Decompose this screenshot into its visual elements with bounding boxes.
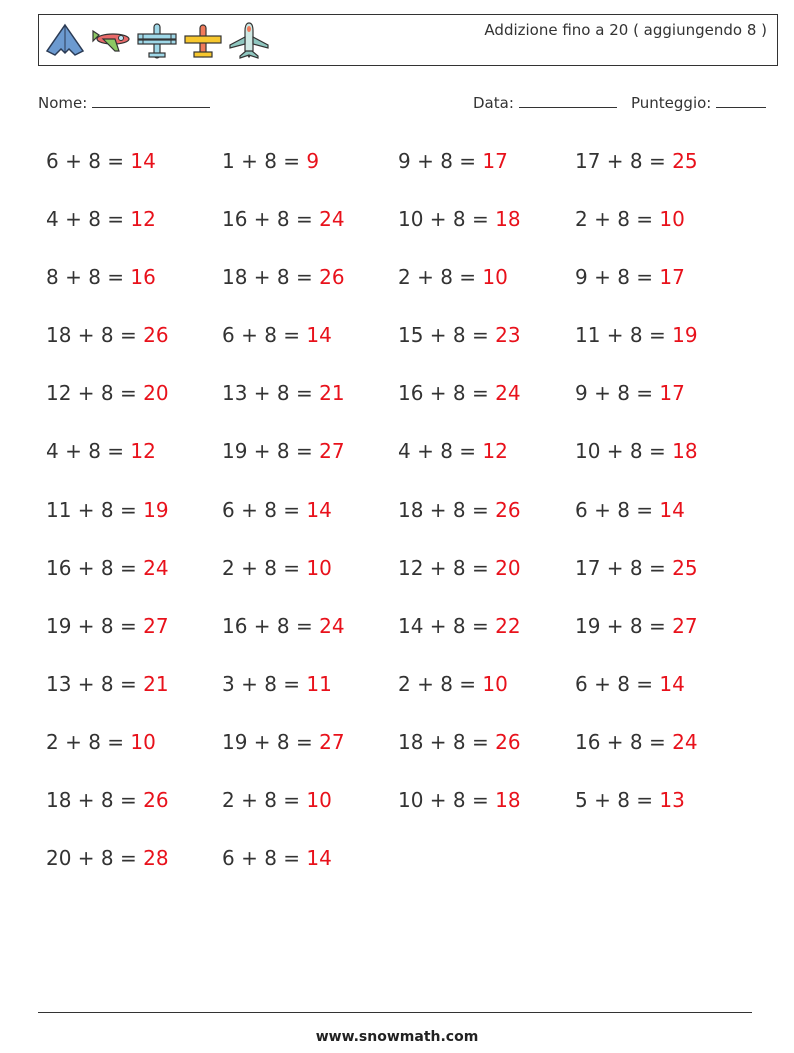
problem-question: 3 + 8 = <box>222 671 307 696</box>
problem-item <box>222 549 398 607</box>
problem-question: 20 + 8 = <box>46 846 144 871</box>
worksheet-title: Addizione fino a 20 ( aggiungendo 8 ) <box>484 21 767 39</box>
problem-item <box>398 316 575 374</box>
problem-item <box>222 432 398 490</box>
problem-question: 11 + 8 = <box>575 323 673 348</box>
problem-answer: 10 <box>306 788 332 813</box>
problem-item <box>46 781 222 839</box>
problem-item <box>398 781 575 839</box>
problem-answer: 24 <box>495 381 521 406</box>
problem-answer: 21 <box>319 381 345 406</box>
problem-item <box>575 491 745 549</box>
problem-item <box>222 142 398 200</box>
problem-answer: 10 <box>482 265 508 290</box>
problem-question: 17 + 8 = <box>575 149 673 173</box>
problem-item <box>222 374 398 432</box>
problem-answer: 26 <box>143 788 169 813</box>
problem-question: 10 + 8 = <box>398 788 496 813</box>
problem-answer: 10 <box>306 555 332 580</box>
problem-answer: 17 <box>659 381 685 406</box>
problem-item <box>46 549 222 607</box>
problem-answer: 23 <box>495 323 521 348</box>
problem-answer: 25 <box>672 149 698 173</box>
problem-answer: 10 <box>130 729 156 754</box>
date-field <box>473 93 617 112</box>
problem-item <box>46 258 222 316</box>
problem-question: 2 + 8 = <box>46 729 131 754</box>
problem-item <box>398 432 575 490</box>
problem-item <box>398 258 575 316</box>
problem-question: 10 + 8 = <box>575 439 673 464</box>
problem-answer: 20 <box>143 381 169 406</box>
problem-grid <box>46 142 746 897</box>
problem-item <box>575 607 745 665</box>
jet-plane-icon <box>227 21 271 61</box>
problem-item <box>222 258 398 316</box>
problem-item <box>222 200 398 258</box>
problem-answer: 28 <box>143 846 169 871</box>
problem-question: 6 + 8 = <box>222 497 307 522</box>
problem-answer: 18 <box>672 439 698 464</box>
problem-answer: 26 <box>495 497 521 522</box>
problem-question: 9 + 8 = <box>575 381 660 406</box>
problem-answer: 14 <box>306 497 332 522</box>
problem-question: 6 + 8 = <box>575 497 660 522</box>
problem-question: 11 + 8 = <box>46 497 144 522</box>
problem-item <box>575 142 745 200</box>
yellow-plane-icon <box>181 21 225 61</box>
problem-answer: 13 <box>659 788 685 813</box>
problem-answer: 25 <box>672 555 698 580</box>
problem-answer: 26 <box>143 323 169 348</box>
problem-answer: 17 <box>659 265 685 290</box>
problem-answer: 27 <box>319 729 345 754</box>
problem-item <box>222 607 398 665</box>
problem-item <box>222 839 398 897</box>
problem-question: 9 + 8 = <box>398 149 483 173</box>
problem-question: 18 + 8 = <box>398 729 496 754</box>
problem-question: 19 + 8 = <box>46 613 144 638</box>
footer-url: www.snowmath.com <box>315 1029 479 1045</box>
problem-question: 19 + 8 = <box>222 439 320 464</box>
date-blank <box>519 93 617 108</box>
problem-item <box>398 374 575 432</box>
problem-item <box>575 665 745 723</box>
problem-answer: 18 <box>495 207 521 232</box>
problem-item <box>222 316 398 374</box>
problem-question: 17 + 8 = <box>575 555 673 580</box>
problem-question: 18 + 8 = <box>398 497 496 522</box>
problem-question: 5 + 8 = <box>575 788 660 813</box>
score-label: Punteggio: <box>631 94 712 112</box>
problem-item <box>398 607 575 665</box>
problem-answer: 20 <box>495 555 521 580</box>
biplane-icon <box>135 21 179 61</box>
problem-item <box>398 142 575 200</box>
problem-item <box>46 665 222 723</box>
problem-question: 13 + 8 = <box>222 381 320 406</box>
name-label: Nome: <box>38 94 88 112</box>
problem-answer: 27 <box>319 439 345 464</box>
problem-answer: 14 <box>306 323 332 348</box>
problem-question: 6 + 8 = <box>575 671 660 696</box>
problem-question: 2 + 8 = <box>222 555 307 580</box>
problem-item <box>575 432 745 490</box>
problem-question: 16 + 8 = <box>222 207 320 232</box>
problem-question: 12 + 8 = <box>398 555 496 580</box>
problem-answer: 24 <box>143 555 169 580</box>
problem-answer: 24 <box>672 729 698 754</box>
problem-question: 18 + 8 = <box>46 788 144 813</box>
problem-answer: 24 <box>319 207 345 232</box>
problem-item <box>398 200 575 258</box>
problem-question: 2 + 8 = <box>575 207 660 232</box>
problem-answer: 14 <box>306 846 332 871</box>
problem-item <box>46 200 222 258</box>
problem-item <box>575 781 745 839</box>
problem-question: 10 + 8 = <box>398 207 496 232</box>
problem-answer: 26 <box>319 265 345 290</box>
problem-question: 18 + 8 = <box>46 323 144 348</box>
problem-answer: 26 <box>495 729 521 754</box>
problem-question: 16 + 8 = <box>46 555 144 580</box>
problem-question: 2 + 8 = <box>398 671 483 696</box>
problem-item <box>46 491 222 549</box>
problem-answer: 10 <box>659 207 685 232</box>
problem-question: 4 + 8 = <box>46 439 131 464</box>
problem-question: 16 + 8 = <box>222 613 320 638</box>
score-field <box>631 93 766 112</box>
plane-icons <box>43 21 271 61</box>
problem-answer: 19 <box>143 497 169 522</box>
problem-question: 19 + 8 = <box>222 729 320 754</box>
worksheet-header <box>38 14 778 66</box>
problem-item <box>575 258 745 316</box>
problem-answer: 12 <box>130 439 156 464</box>
problem-answer: 21 <box>143 671 169 696</box>
problem-item <box>46 839 222 897</box>
score-blank <box>716 93 766 108</box>
problem-question: 12 + 8 = <box>46 381 144 406</box>
problem-question: 4 + 8 = <box>46 207 131 232</box>
problem-item <box>46 723 222 781</box>
problem-question: 14 + 8 = <box>398 613 496 638</box>
problem-question: 2 + 8 = <box>398 265 483 290</box>
problem-item <box>46 607 222 665</box>
problem-answer: 10 <box>482 671 508 696</box>
problem-question: 1 + 8 = <box>222 149 307 173</box>
problem-answer: 9 <box>306 149 320 173</box>
problem-question: 6 + 8 = <box>222 846 307 871</box>
problem-answer: 27 <box>672 613 698 638</box>
problem-item <box>575 374 745 432</box>
problem-answer: 19 <box>672 323 698 348</box>
problem-item <box>46 432 222 490</box>
problem-question: 9 + 8 = <box>575 265 660 290</box>
problem-answer: 11 <box>306 671 332 696</box>
problem-item <box>575 200 745 258</box>
problem-answer: 14 <box>659 671 685 696</box>
problem-item <box>46 142 222 200</box>
problem-question: 6 + 8 = <box>222 323 307 348</box>
problem-item <box>222 665 398 723</box>
problem-answer: 27 <box>143 613 169 638</box>
problem-item <box>398 549 575 607</box>
problem-item <box>398 491 575 549</box>
problem-item <box>222 723 398 781</box>
problem-question: 8 + 8 = <box>46 265 131 290</box>
problem-answer: 12 <box>130 207 156 232</box>
footer-divider <box>38 1012 752 1013</box>
problem-item <box>575 723 745 781</box>
name-blank <box>92 93 210 108</box>
problem-item <box>398 665 575 723</box>
problem-question: 18 + 8 = <box>222 265 320 290</box>
date-label: Data: <box>473 94 514 112</box>
stealth-plane-icon <box>43 21 87 61</box>
problem-question: 2 + 8 = <box>222 788 307 813</box>
problem-answer: 18 <box>495 788 521 813</box>
problem-question: 15 + 8 = <box>398 323 496 348</box>
problem-answer: 24 <box>319 613 345 638</box>
problem-item <box>222 781 398 839</box>
problem-answer: 12 <box>482 439 508 464</box>
problem-item <box>222 491 398 549</box>
problem-item <box>46 316 222 374</box>
problem-question: 16 + 8 = <box>398 381 496 406</box>
problem-question: 4 + 8 = <box>398 439 483 464</box>
problem-item <box>575 549 745 607</box>
problem-question: 13 + 8 = <box>46 671 144 696</box>
problem-answer: 17 <box>482 149 508 173</box>
name-field <box>38 93 210 112</box>
problem-question: 6 + 8 = <box>46 149 131 173</box>
problem-answer: 14 <box>130 149 156 173</box>
problem-question: 19 + 8 = <box>575 613 673 638</box>
problem-item <box>46 374 222 432</box>
problem-answer: 22 <box>495 613 521 638</box>
problem-answer: 14 <box>659 497 685 522</box>
problem-answer: 16 <box>130 265 156 290</box>
problem-item <box>398 723 575 781</box>
propeller-plane-icon <box>89 21 133 61</box>
problem-item <box>575 316 745 374</box>
problem-question: 16 + 8 = <box>575 729 673 754</box>
